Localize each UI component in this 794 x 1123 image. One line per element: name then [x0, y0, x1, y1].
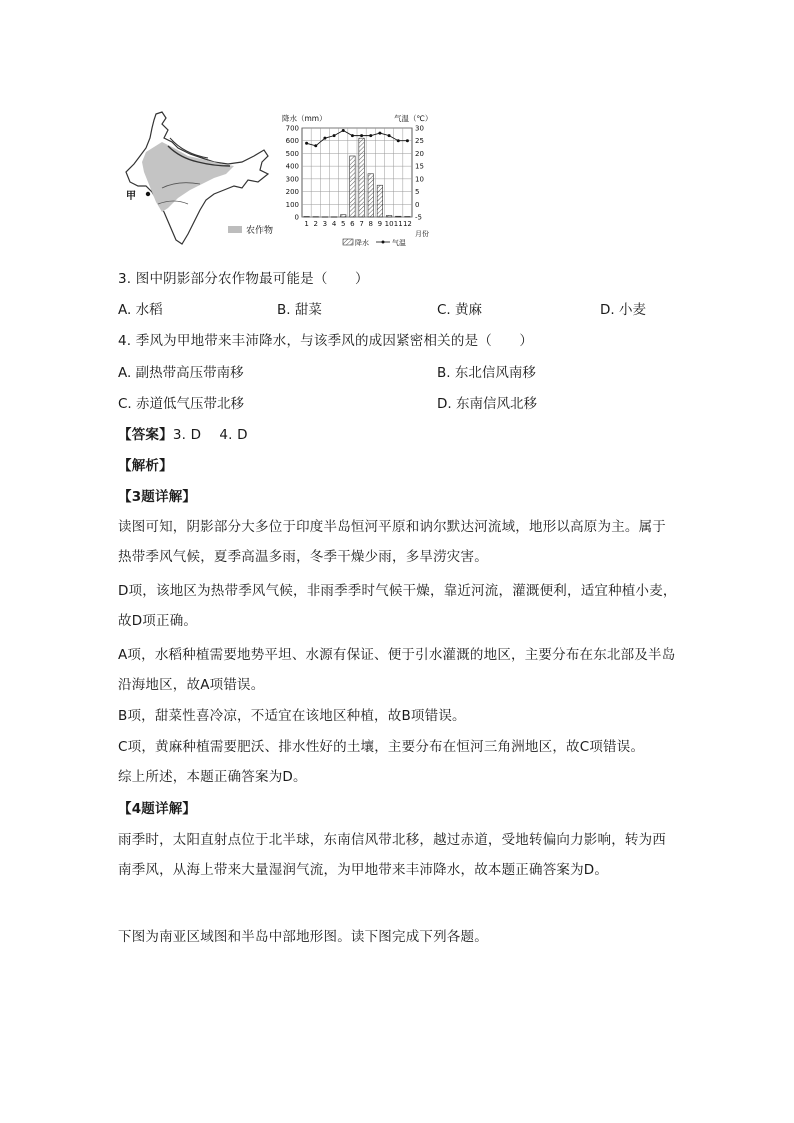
q4-option-d: D. 东南信风北移 — [437, 396, 537, 412]
temp-point — [333, 134, 336, 137]
detail4-label: 【4题详解】 — [118, 801, 197, 817]
answer-label: 【答案】 — [118, 427, 173, 443]
detail3-line: 故D项正确。 — [118, 613, 198, 629]
detail3-line: 读图可知，阴影部分大多位于印度半岛恒河平原和讷尔默达河流域，地形以高原为主。属于 — [118, 519, 666, 535]
x-tick-label: 9 — [377, 220, 383, 228]
q4-option-a: A. 副热带高压带南移 — [118, 365, 244, 381]
temp-point — [388, 134, 391, 137]
temp-point — [305, 142, 308, 145]
temp-point — [360, 134, 363, 137]
detail3-line: D项，该地区为热带季风气候，非雨季季时气候干燥，靠近河流，灌溉便利，适宜种植小麦， — [118, 583, 677, 599]
y-right-tick-label: 20 — [415, 149, 424, 158]
detail3-line: C项，黄麻种植需要肥沃、排水性好的土壤，主要分布在恒河三角洲地区，故C项错误。 — [118, 739, 645, 755]
q3-option-c: C. 黄麻 — [437, 302, 483, 318]
section-intro: 下图为南亚区域图和半岛中部地形图。读下图完成下列各题。 — [118, 929, 488, 945]
y-left-tick-label: 600 — [285, 137, 299, 146]
precip-bar — [405, 216, 411, 217]
y-left-tick-label: 100 — [285, 200, 299, 209]
y-left-ticks — [286, 125, 299, 222]
temp-point — [397, 139, 400, 142]
legend-temp-label: 气温 — [392, 239, 406, 247]
detail3-line: B项，甜菜性喜冷凉，不适宜在该地区种植，故B项错误。 — [118, 708, 466, 724]
q4-stem: 4. 季风为甲地带来丰沛降水，与该季风的成因紧密相关的是（ ） — [118, 333, 534, 349]
x-tick-label: 2 — [313, 220, 318, 228]
x-tick-label: 4 — [331, 220, 337, 228]
q3-option-d: D. 小麦 — [600, 302, 646, 318]
y-right-ticks — [415, 125, 424, 222]
x-tick-label: 10 — [384, 220, 394, 228]
y-left-tick-label: 200 — [285, 188, 299, 197]
detail4-line: 雨季时，太阳直射点位于北半球，东南信风带北移，越过赤道，受地转偏向力影响，转为西 — [118, 832, 666, 848]
temp-point — [378, 132, 381, 135]
precip-bar — [350, 156, 356, 217]
y-left-tick-label: 500 — [285, 149, 299, 158]
answer-text: 3. D 4. D — [172, 427, 248, 443]
figure-svg — [118, 108, 448, 248]
precip-bar — [322, 217, 328, 218]
x-tick-label: 1 — [304, 220, 309, 228]
precip-bar — [359, 138, 365, 217]
temp-point — [351, 134, 354, 137]
climate-chart — [282, 113, 432, 247]
y-right-tick-label: 30 — [415, 124, 424, 133]
detail3-label: 【3题详解】 — [118, 489, 197, 505]
q3-option-a: A. 水稻 — [118, 302, 163, 318]
detail3-line: 沿海地区，故A项错误。 — [118, 677, 265, 693]
y-right-tick-label: 0 — [415, 200, 420, 209]
q4-option-b: B. 东北信风南移 — [437, 365, 536, 381]
point-jia-marker — [146, 192, 150, 196]
analysis-label: 【解析】 — [118, 458, 173, 474]
chart-grid — [302, 128, 412, 217]
precip-bar — [331, 217, 337, 218]
legend-temp-dot — [382, 241, 385, 244]
precip-bar — [377, 185, 383, 217]
temp-point — [314, 144, 317, 147]
figure — [118, 108, 448, 252]
x-unit: 月份 — [415, 230, 429, 238]
y-left-tick-label: 400 — [285, 162, 299, 171]
x-ticks — [304, 220, 412, 228]
x-tick-label: 3 — [322, 220, 328, 228]
temp-point — [406, 139, 409, 142]
y-right-tick-label: 25 — [415, 137, 424, 146]
y-left-label: 降水（mm） — [282, 114, 327, 123]
x-tick-label: 8 — [368, 220, 373, 228]
x-tick-label: 5 — [341, 220, 346, 228]
answer-line — [118, 425, 248, 445]
temp-point — [369, 134, 372, 137]
x-tick-label: 11 — [393, 220, 403, 228]
y-left-tick-label: 300 — [285, 175, 299, 184]
legend-precip-label: 降水 — [355, 239, 369, 247]
point-jia-label: 甲 — [126, 191, 136, 202]
q4-option-c: C. 赤道低气压带北移 — [118, 396, 245, 412]
legend-precip-swatch — [343, 239, 353, 245]
y-right-label: 气温（℃） — [394, 114, 433, 123]
legend-swatch — [228, 226, 242, 233]
detail3-line: A项，水稻种植需要地势平坦、水源有保证、便于引水灌溉的地区，主要分布在东北部及半岛 — [118, 647, 676, 663]
x-tick-label: 6 — [350, 220, 355, 228]
detail3-line: 热带季风气候，夏季高温多雨，冬季干燥少雨，多旱涝灾害。 — [118, 549, 488, 565]
q3-stem: 3. 图中阴影部分农作物最可能是（ ） — [118, 271, 369, 287]
y-right-tick-label: -5 — [415, 213, 422, 222]
y-left-tick-label: 0 — [294, 213, 299, 222]
precip-bar — [368, 174, 374, 217]
south-asia-map — [126, 112, 273, 244]
precip-bar — [386, 215, 392, 217]
y-right-tick-label: 15 — [415, 162, 424, 171]
y-right-tick-label: 10 — [415, 175, 424, 184]
legend-label: 农作物 — [246, 226, 274, 236]
detail4-line: 南季风，从海上带来大量湿润气流，为甲地带来丰沛降水，故本题正确答案为D。 — [118, 862, 609, 878]
precip-bar — [341, 215, 347, 217]
q3-option-b: B. 甜菜 — [277, 302, 322, 318]
precip-bar — [313, 217, 319, 218]
precip-bar — [396, 216, 402, 217]
detail3-line: 综上所述，本题正确答案为D。 — [118, 769, 307, 785]
x-tick-label: 7 — [359, 220, 364, 228]
temp-point — [323, 137, 326, 140]
y-left-tick-label: 700 — [285, 124, 299, 133]
precip-bar — [304, 216, 310, 217]
y-right-tick-label: 5 — [415, 188, 420, 197]
temp-point — [342, 129, 345, 132]
x-tick-label: 12 — [402, 220, 412, 228]
